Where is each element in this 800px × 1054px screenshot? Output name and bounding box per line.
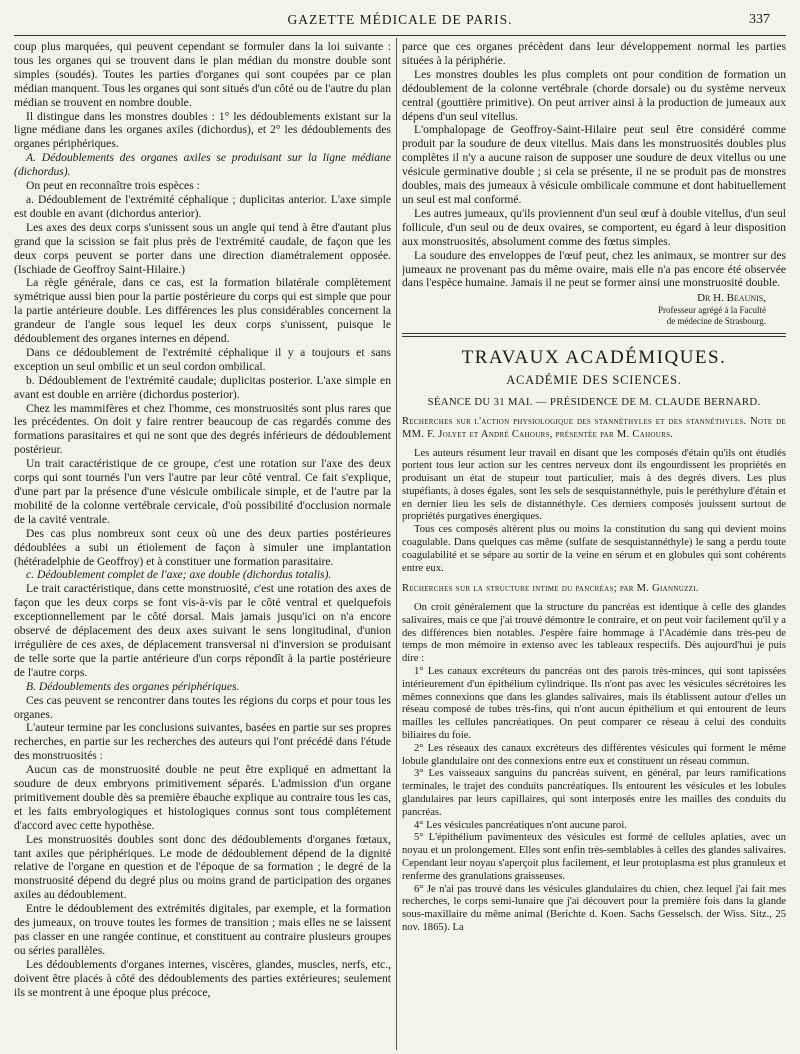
author-role: de médecine de Strasbourg. [666, 316, 766, 327]
paragraph: 6° Je n'ai pas trouvé dans les vésicules glandulaires du chien, chez lequel j'ai fait mes recherches, le corps semi-lunaire que j'ai découvert pour la première fois dans la glande sous-maxillaire du même animal (Berichte d. Koen. Sachs Gesselsch. der Wiss. Sitz., 25 nov. 1865). La [402, 883, 786, 933]
paragraph: Tous ces composés altèrent plus ou moins la constitution du sang qui devient moins coagulable. Dans quelques cas même (sulfate de sesquistannéthyle) le sang a perdu toute coagulabilité et se sépare au sortir de la veine en sérum et en globules qui sont cohérents entre eux. [402, 524, 786, 574]
subsection-heading: c. Dédoublement complet de l'axe; axe double (dichordus totalis). [26, 568, 332, 582]
seance-heading: SÉANCE DU 31 MAI. — PRÉSIDENCE DE M. CLAUDE BERNARD. [427, 396, 761, 409]
paragraph: Il distingue dans les monstres doubles : 1° les dédoublements existant sur la ligne médiane dans les organes axiles (dichordus), et 2° les dédoublements des organes périphériques. [14, 109, 391, 151]
subsection-heading: A. Dédoublements des organes axiles se produisant sur la ligne médiane (dichordus). [14, 151, 391, 179]
section-title: TRAVAUX ACADÉMIQUES. [461, 347, 727, 369]
paragraph: La soudure des enveloppes de l'œuf peut, chez les animaux, se montrer sur des jumeaux ne provenant pas du même ovaire, mais elle n'a pas encore été observée dans l'espèce humaine. Jamais il ne peut se former ainsi une monstruosité double. [402, 248, 786, 290]
paragraph: On croit généralement que la structure du pancréas est identique à celle des glandes salivaires, mais ce que j'ai trouvé démontre le contraire, et on peut voir facilement qu'il y a des différences bien notables. J'espère faire hommage à l'Académie dans très-peu de temps de mon mémoire in extenso avec les tableaux respectifs. Dès aujourd'hui je puis dire : [402, 602, 786, 665]
article-title [402, 583, 786, 596]
paragraph: parce que ces organes précèdent dans leur développement normal les parties situées à la périphérie. [402, 40, 786, 67]
paragraph: Les monstres doubles les plus complets ont pour condition de formation un dédoublement de la colonne vertébrale (chorde dorsale) ou du système nerveux central (gouttière primitive). On peut arriver ainsi à la production de jumeaux aux dépens d'un seul vitellus. [402, 67, 786, 123]
paragraph: 5° L'épithélium pavimenteux des vésicules est formé de cellules aplaties, avec un noyau et un prolongement. Elles sont enfin très-semblables à celles des glandes salivaires. Cependant leur noyau s'aperçoit plus facilement, et leur protoplasma est plus granuleux et renferme des granulations graisseuses. [402, 832, 786, 882]
article-title [402, 416, 786, 441]
paragraph: Des cas plus nombreux sont ceux où une des deux parties postérieures dédoublées a subi un étiolement de façon à simuler une implantation (hétéradelphie de Geoffroy) et à constituer une formation parasitaire. [14, 526, 391, 568]
subsection-heading: B. Dédoublements des organes périphériques. [26, 679, 240, 693]
column-divider [396, 38, 397, 1050]
paragraph: Les axes des deux corps s'unissent sous un angle qui tend à être d'autant plus grand que la scission se fait plus près de l'extrémité caudale, de façon que les deux corps peuvent se porter dans une direction diamétralement opposée. (Ischiade de Geoffroy Saint-Hilaire.) [14, 220, 391, 276]
paragraph: Dans ce dédoublement de l'extrémité céphalique il y a toujours et sans exception un seul ombilic et un seul cordon ombilical. [14, 345, 391, 373]
author-signature [402, 292, 786, 327]
left-column [14, 40, 391, 1048]
paragraph: Les autres jumeaux, qu'ils proviennent d'un seul œuf à double vitellus, d'un seul follicule, d'un seul ou de deux ovaires, se comportent, eu égard à leur disposition aux monstruosités, absolument comme des fœtus simples. [402, 206, 786, 248]
paragraph: Les dédoublements d'organes internes, viscères, glandes, muscles, nerfs, etc., doivent être placés à côté des dédoublements des parties extérieures; seulement ils se montrent à une époque plus précoce, [14, 957, 391, 999]
paragraph: 2° Les réseaux des canaux excréteurs des différentes vésicules qui forment le même lobule glandulaire ont des connexions entre eux et constituent un réseau commun. [402, 742, 786, 767]
academy-title: ACADÉMIE DES SCIENCES. [506, 373, 682, 388]
header-rule [14, 35, 786, 36]
journal-title: GAZETTE MÉDICALE DE PARIS. [287, 12, 513, 27]
paragraph: Un trait caractéristique de ce groupe, c'est une rotation sur l'axe des deux corps qui sont tournés l'un vers l'autre par leur côté ventral. Ce fait s'explique, d'une part par la présence d'une vésicule ombilicale simple, et de l'autre par la mobilité de la colonne vertébrale cervicale, d'où possibilité d'occlusion normale de la cavité ventrale. [14, 457, 391, 526]
paragraph: L'omphalopage de Geoffroy-Saint-Hilaire peut seul être considéré comme produit par la soudure de deux vitellus. Mais dans les monstruosités doubles plus complètes il n'y a aucune raison de supposer une soudure de deux vitellus ou une vésicule germinative double ; si cela se présente, il ne se produit pas de monstres doubles, mais des jumeaux à vésicule ombilicale commune et dont habituellement un seul est mal conformé. [402, 123, 786, 206]
subsection-heading: a. Dédoublement de l'extrémité céphalique ; duplicitas anterior. L'axe simple est double en avant (dichordus anterior). [14, 192, 391, 220]
paragraph: Chez les mammifères et chez l'homme, ces monstruosités sont plus rares que les précédentes. On doit y faire rentrer beaucoup de cas regardés comme des formations parasitaires et qui ne sont que des degrés inférieurs de dédoublement postérieur. [14, 401, 391, 457]
author-name: Dr H. Beaunis, [697, 292, 766, 305]
section-rule [402, 333, 786, 337]
paragraph: Aucun cas de monstruosité double ne peut être expliqué en admettant la soudure de deux embryons primitivement séparés. L'admission d'un organe primitivement double dès sa première ébauche explique au contraire tous les cas, et les faits embryologiques et histologiques connus sont tous complétement d'accord avec cette hypothèse. [14, 763, 391, 832]
paragraph: coup plus marquées, qui peuvent cependant se formuler dans la loi suivante : tous les organes qui se trouvent dans le plan médian du monstre double sont simples (soudés). Toutes les parties d'organes qui sont coupées par ce plan médian manquent. Tous les organes qui sont situés d'un côté ou de l'autre du plan médian se trouvent en nombre double. [14, 40, 391, 109]
paragraph: La règle générale, dans ce cas, est la formation bilatérale complètement symétrique aussi bien pour la partie postérieure du corps qui est simple que pour la partie antérieure double. Les différences les plus considérables concernent la grandeur de l'angle sous lequel les deux corps s'unissent, puisque le dédoublement des organes internes en dépend. [14, 276, 391, 346]
right-column [402, 40, 786, 1048]
article-title-text: Recherches sur la structure intime du pancréas; par M. Giannuzzi. [402, 583, 699, 595]
running-head [14, 12, 786, 34]
paragraph: Ces cas peuvent se rencontrer dans toutes les régions du corps et pour tous les organes. [14, 693, 391, 721]
paragraph: L'auteur termine par les conclusions suivantes, basées en partie sur ses propres recherches, en partie sur les recherches des auteurs qui l'ont précédé dans l'étude des monstruosités : [14, 721, 391, 763]
author-role: Professeur agrégé à la Faculté [658, 305, 766, 316]
paragraph: 1° Les canaux excréteurs du pancréas ont des parois très-minces, qui sont tapissées intérieurement d'un épithélium cylindrique. Ils n'ont pas avec les vésicules sécrétoires les mêmes connexions que dans les glandes salivaires, mais ils établissent autour d'elles un réseau composé de tubes très-fins, qui n'ont aucun épithélium et qui entourent de leurs mailles les cellules pancréatiques. On peut comparer ce réseau à celui des conduits biliaires du foie. [402, 666, 786, 742]
paragraph: Le trait caractéristique, dans cette monstruosité, c'est une rotation des axes de façon que les deux corps se font vis-à-vis par le côté ventral et quelquefois exceptionnellement par le côté dorsal. Mais jamais jusqu'ici on n'a encore observé de déplacement des deux axes suivant le sens longitudinal, d'union irrégulière de ces axes, de déplacement transversal ni d'inversion se produisant de telle sorte que la partie antérieure d'un corps répondît à la partie postérieure de l'autre corps. [14, 582, 391, 679]
paragraph: On peut en reconnaître trois espèces : [26, 179, 200, 193]
subsection-heading: b. Dédoublement de l'extrémité caudale; duplicitas posterior. L'axe simple en avant est double en arrière (dichordus posterior). [14, 373, 391, 401]
page-number: 337 [749, 12, 770, 27]
paragraph: Les auteurs résument leur travail en disant que les composés d'étain qu'ils ont étudiés portent tous leur action sur les centres nerveux dont ils engourdissent les propriétés en produisant un état de stupeur tout particulier, mais à des degrés divers. Les plus stupéfiants, à doses égales, sont les sels de sesquistannéthyle, puis le peréthylure d'étain et en dernier lieu les sels de distannéthyle. Ces derniers composés jouissent surtout de propriétés purgatives énergiques. [402, 447, 786, 523]
article-title-text: Recherches sur l'action physiologique des stannéthyles et des stannéthyles. Note de MM. F. Jolyet et André Cahours, présentée par M. Cahours. [402, 416, 786, 440]
paragraph: 3° Les vaisseaux sanguins du pancréas suivent, en général, par leurs ramifications terminales, le trajet des conduits pancréatiques. Ils entourent les vésicules et les lobules glandulaires par leurs capillaires, qui sont interposés entre les mailles des conduits du pancréas. [402, 768, 786, 818]
paragraph: Les monstruosités doubles sont donc des dédoublements d'organes fœtaux, tant axiles que périphériques. Le mode de dédoublement dépend de la dignité relative de l'organe en question et de l'époque de sa formation ; le degré de la monstruosité dépend du degré plus ou moins grand de participation des organes axiles au dédoublement. [14, 832, 391, 902]
paragraph: 4° Les vésicules pancréatiques n'ont aucune paroi. [414, 819, 627, 831]
paragraph: Entre le dédoublement des extrémités digitales, par exemple, et la formation des jumeaux, on trouve toutes les formes de transition ; mais elles ne se laissent pas classer en une rangée continue, et constituent au contraire plusieurs groupes ou séries parallèles. [14, 902, 391, 957]
